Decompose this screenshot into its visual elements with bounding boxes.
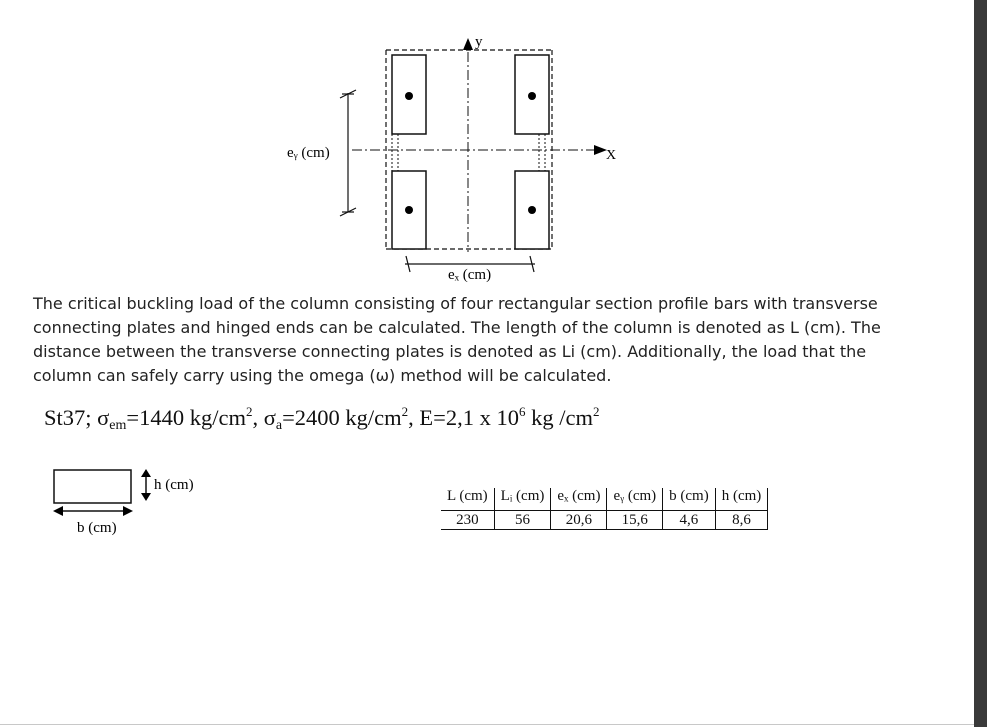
ey-dimension-label: eᵧ (cm) xyxy=(287,145,330,161)
sigma-a-subscript: a xyxy=(275,418,283,433)
squared-superscript: 2 xyxy=(401,404,409,419)
material-properties-formula xyxy=(44,405,599,431)
table-cell: 4,6 xyxy=(663,511,716,530)
column-cross-section-diagram xyxy=(270,30,650,290)
centroid-dot-top-left xyxy=(405,92,413,100)
problem-line-2: connecting plates and hinged ends can be calculated. The length of the column is denoted as L (cm). The xyxy=(33,318,881,337)
sigma-symbol: σ xyxy=(263,405,276,430)
x-axis-label: X xyxy=(606,148,617,163)
y-axis xyxy=(463,38,473,252)
table-cell: 230 xyxy=(441,511,494,530)
y-axis-arrowhead xyxy=(463,38,473,50)
sigma-a-value: =2400 kg/cm xyxy=(282,405,402,430)
table-cell: 8,6 xyxy=(715,511,768,530)
table-header-cell: Lᵢ (cm) xyxy=(494,488,551,511)
exponent-superscript: 6 xyxy=(518,404,526,419)
problem-statement xyxy=(33,292,933,388)
table-header-cell: eᵧ (cm) xyxy=(607,488,663,511)
ey-dimension-line xyxy=(340,90,356,216)
steel-grade: St37; xyxy=(44,405,98,430)
elastic-modulus-unit: kg /cm xyxy=(525,405,593,430)
table-header-cell: eₓ (cm) xyxy=(551,488,607,511)
table-header-cell: b (cm) xyxy=(663,488,716,511)
table-header-cell: L (cm) xyxy=(447,488,488,504)
page-bottom-border xyxy=(0,724,974,725)
b-dimension-arrow xyxy=(53,506,133,516)
h-dimension-arrow xyxy=(141,469,151,501)
ex-dimension-label: eₓ (cm) xyxy=(448,267,492,283)
problem-line-4: column can safely carry using the omega (ω) method will be calculated. xyxy=(33,366,612,385)
elastic-modulus-value: , E=2,1 x 10 xyxy=(408,405,519,430)
b-dimension-label: b (cm) xyxy=(77,520,117,536)
table-cell: 20,6 xyxy=(551,511,607,530)
x-axis xyxy=(352,145,607,155)
y-axis-label: y xyxy=(475,34,483,50)
table-cell: 56 xyxy=(494,511,551,530)
centroid-dot-bottom-right xyxy=(528,206,536,214)
sigma-em-subscript: em xyxy=(109,418,127,433)
centroid-dot-top-right xyxy=(528,92,536,100)
section-rectangle xyxy=(54,470,131,503)
rectangular-section-sketch xyxy=(50,462,220,542)
window-right-edge xyxy=(974,0,987,727)
sigma-symbol: σ xyxy=(97,405,110,430)
squared-superscript: 2 xyxy=(592,404,600,419)
table-header-row xyxy=(441,488,768,511)
column-properties-table xyxy=(441,488,768,530)
table-header-cell: h (cm) xyxy=(715,488,768,511)
table-row xyxy=(441,511,768,530)
separator: , xyxy=(252,405,264,430)
h-dimension-label: h (cm) xyxy=(154,477,194,493)
table-cell: 15,6 xyxy=(607,511,663,530)
sigma-em-value: =1440 kg/cm xyxy=(126,405,246,430)
centroid-dot-bottom-left xyxy=(405,206,413,214)
problem-line-1: The critical buckling load of the column consisting of four rectangular section profile bars with transverse xyxy=(33,294,878,313)
problem-line-3: distance between the transverse connecting plates is denoted as Li (cm). Additionally, the load that the xyxy=(33,342,867,361)
squared-superscript: 2 xyxy=(245,404,253,419)
